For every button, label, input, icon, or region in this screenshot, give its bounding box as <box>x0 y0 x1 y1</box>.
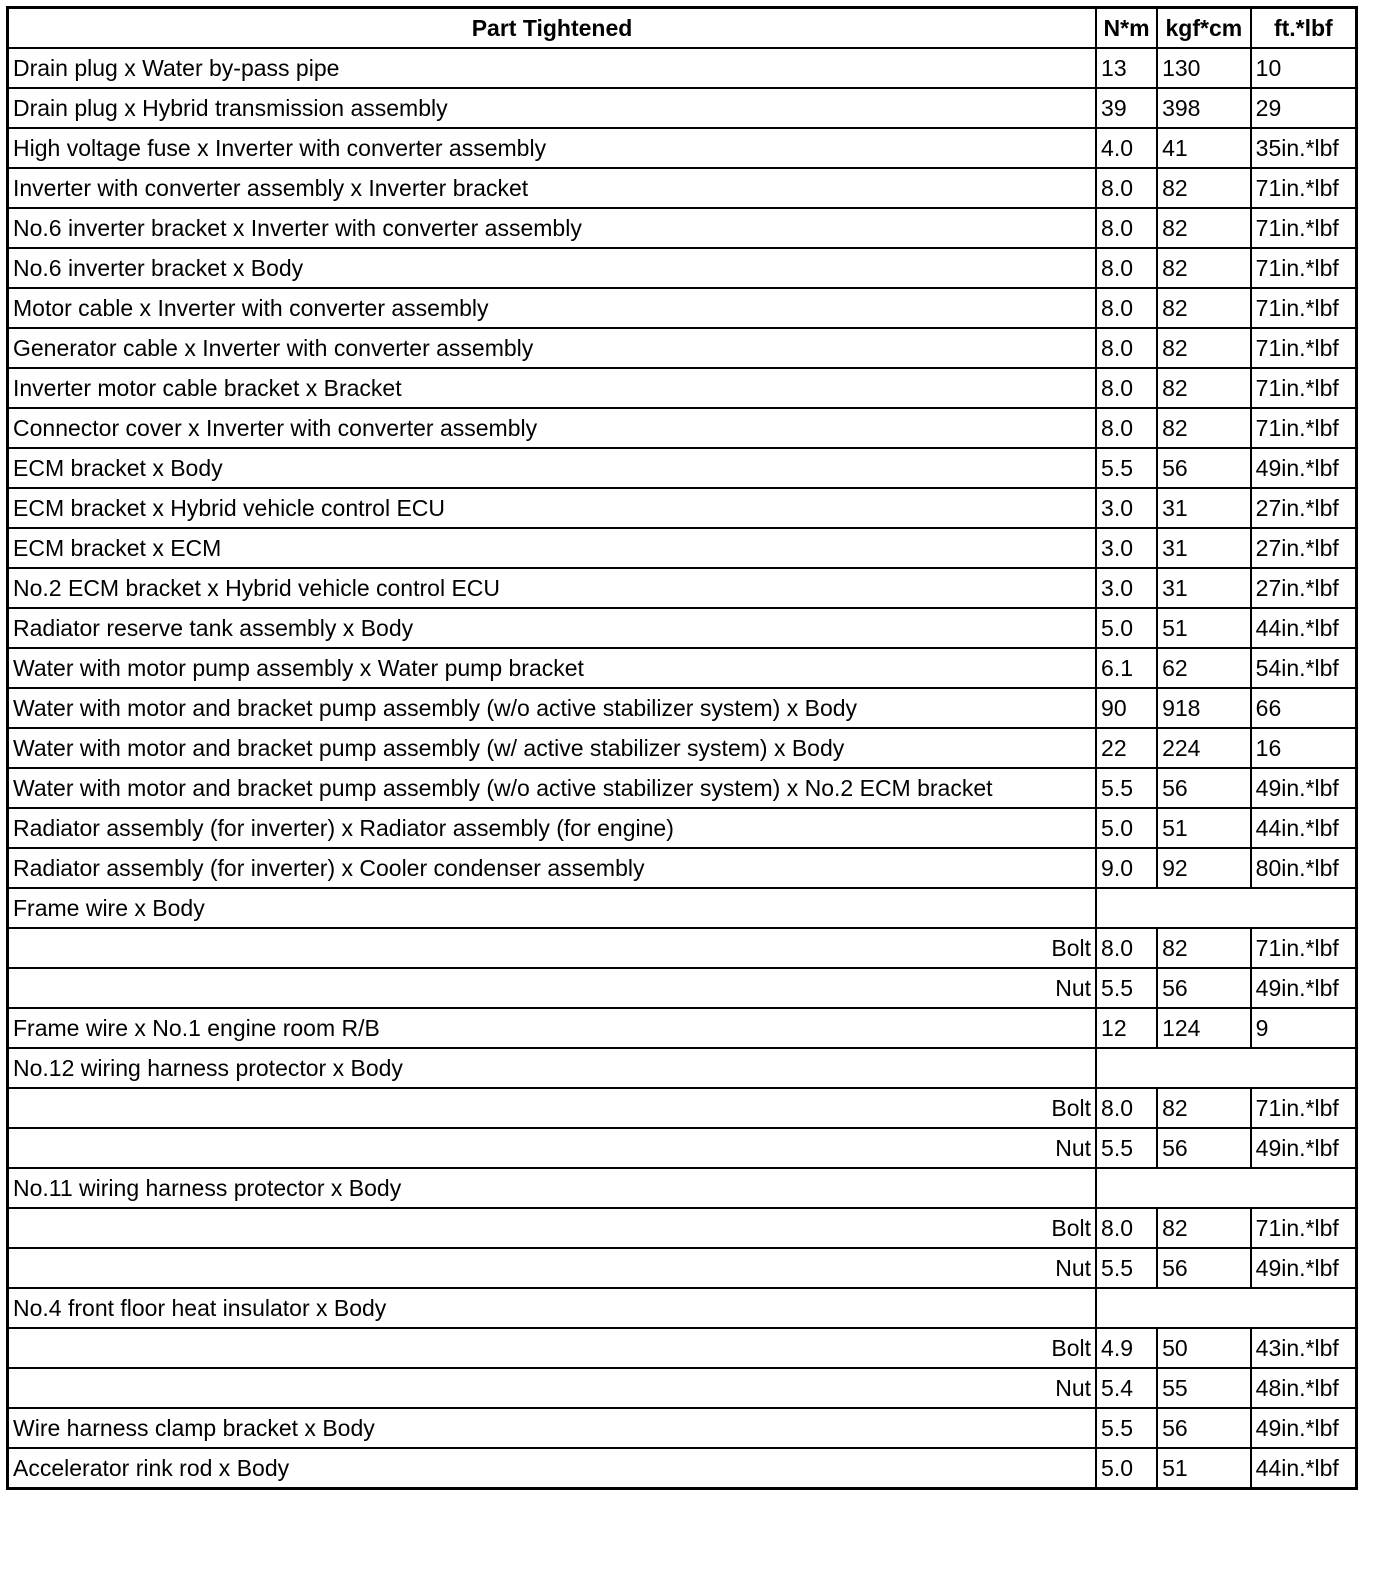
part-cell: Inverter motor cable bracket x Bracket <box>8 368 1097 408</box>
ft-cell: 44in.*lbf <box>1251 608 1357 648</box>
header-nm: N*m <box>1096 8 1157 49</box>
ft-cell: 54in.*lbf <box>1251 648 1357 688</box>
ft-cell: 9 <box>1251 1008 1357 1048</box>
table-row <box>8 1248 1357 1288</box>
table-row <box>8 1168 1357 1208</box>
table-row <box>8 1448 1357 1489</box>
nm-cell: 8.0 <box>1096 368 1157 408</box>
table-row <box>8 1328 1357 1368</box>
nm-cell: 3.0 <box>1096 568 1157 608</box>
kgf-cell: 82 <box>1157 1208 1251 1248</box>
table-row <box>8 448 1357 488</box>
ft-cell: 66 <box>1251 688 1357 728</box>
ft-cell: 49in.*lbf <box>1251 1408 1357 1448</box>
ft-cell: 71in.*lbf <box>1251 1208 1357 1248</box>
table-row <box>8 168 1357 208</box>
nm-cell: 5.5 <box>1096 968 1157 1008</box>
part-cell: Drain plug x Hybrid transmission assembly <box>8 88 1097 128</box>
ft-cell: 71in.*lbf <box>1251 288 1357 328</box>
table-row <box>8 688 1357 728</box>
table-row <box>8 488 1357 528</box>
nm-cell: 3.0 <box>1096 528 1157 568</box>
nm-cell: 12 <box>1096 1008 1157 1048</box>
table-row <box>8 728 1357 768</box>
ft-cell: 43in.*lbf <box>1251 1328 1357 1368</box>
part-cell: ECM bracket x Hybrid vehicle control ECU <box>8 488 1097 528</box>
ft-cell: 27in.*lbf <box>1251 488 1357 528</box>
ft-cell: 27in.*lbf <box>1251 568 1357 608</box>
kgf-cell: 50 <box>1157 1328 1251 1368</box>
part-cell: Connector cover x Inverter with converter assembly <box>8 408 1097 448</box>
nm-cell: 8.0 <box>1096 288 1157 328</box>
kgf-cell: 82 <box>1157 208 1251 248</box>
kgf-cell: 41 <box>1157 128 1251 168</box>
table-row <box>8 1288 1357 1328</box>
table-row <box>8 288 1357 328</box>
nm-cell: 8.0 <box>1096 248 1157 288</box>
table-row <box>8 768 1357 808</box>
nm-cell: 22 <box>1096 728 1157 768</box>
group-part-cell: No.12 wiring harness protector x Body <box>8 1048 1097 1088</box>
nm-cell: 90 <box>1096 688 1157 728</box>
fastener-cell: Bolt <box>8 1208 1097 1248</box>
table-row <box>8 968 1357 1008</box>
kgf-cell: 31 <box>1157 568 1251 608</box>
kgf-cell: 82 <box>1157 1088 1251 1128</box>
kgf-cell: 31 <box>1157 488 1251 528</box>
part-cell: Water with motor and bracket pump assembly (w/o active stabilizer system) x No.2 ECM bracket <box>8 768 1097 808</box>
kgf-cell: 82 <box>1157 328 1251 368</box>
kgf-cell: 51 <box>1157 1448 1251 1489</box>
kgf-cell: 56 <box>1157 448 1251 488</box>
ft-cell: 48in.*lbf <box>1251 1368 1357 1408</box>
kgf-cell: 31 <box>1157 528 1251 568</box>
kgf-cell: 56 <box>1157 1408 1251 1448</box>
kgf-cell: 56 <box>1157 968 1251 1008</box>
nm-cell: 13 <box>1096 48 1157 88</box>
header-part-tightened: Part Tightened <box>8 8 1097 49</box>
nm-cell: 8.0 <box>1096 408 1157 448</box>
header-ft-lbf: ft.*lbf <box>1251 8 1357 49</box>
table-row <box>8 368 1357 408</box>
ft-cell: 49in.*lbf <box>1251 1248 1357 1288</box>
table-row <box>8 928 1357 968</box>
nm-cell: 5.4 <box>1096 1368 1157 1408</box>
kgf-cell: 56 <box>1157 1128 1251 1168</box>
table-header-row <box>8 8 1357 49</box>
part-cell: Radiator reserve tank assembly x Body <box>8 608 1097 648</box>
ft-cell: 71in.*lbf <box>1251 248 1357 288</box>
table-row <box>8 408 1357 448</box>
ft-cell: 49in.*lbf <box>1251 768 1357 808</box>
kgf-cell: 51 <box>1157 608 1251 648</box>
table-row <box>8 1048 1357 1088</box>
part-cell: ECM bracket x Body <box>8 448 1097 488</box>
ft-cell: 71in.*lbf <box>1251 1088 1357 1128</box>
table-row <box>8 1008 1357 1048</box>
nm-cell: 39 <box>1096 88 1157 128</box>
nm-cell: 5.5 <box>1096 768 1157 808</box>
table-row <box>8 1208 1357 1248</box>
nm-cell: 8.0 <box>1096 328 1157 368</box>
table-row <box>8 528 1357 568</box>
kgf-cell: 55 <box>1157 1368 1251 1408</box>
part-cell: ECM bracket x ECM <box>8 528 1097 568</box>
table-row <box>8 208 1357 248</box>
part-cell: Generator cable x Inverter with converter assembly <box>8 328 1097 368</box>
table-row <box>8 648 1357 688</box>
kgf-cell: 82 <box>1157 288 1251 328</box>
kgf-cell: 224 <box>1157 728 1251 768</box>
nm-cell: 8.0 <box>1096 928 1157 968</box>
ft-cell: 29 <box>1251 88 1357 128</box>
fastener-cell: Bolt <box>8 1328 1097 1368</box>
nm-cell: 4.9 <box>1096 1328 1157 1368</box>
kgf-cell: 62 <box>1157 648 1251 688</box>
group-part-cell: No.4 front floor heat insulator x Body <box>8 1288 1097 1328</box>
kgf-cell: 124 <box>1157 1008 1251 1048</box>
nm-cell: 5.0 <box>1096 808 1157 848</box>
part-cell: No.6 inverter bracket x Inverter with converter assembly <box>8 208 1097 248</box>
table-row <box>8 88 1357 128</box>
group-empty-cell <box>1096 1288 1356 1328</box>
nm-cell: 6.1 <box>1096 648 1157 688</box>
table-row <box>8 248 1357 288</box>
part-cell: Motor cable x Inverter with converter assembly <box>8 288 1097 328</box>
group-empty-cell <box>1096 1048 1356 1088</box>
part-cell: Water with motor pump assembly x Water pump bracket <box>8 648 1097 688</box>
table-body <box>8 48 1357 1489</box>
ft-cell: 71in.*lbf <box>1251 328 1357 368</box>
kgf-cell: 82 <box>1157 248 1251 288</box>
table-row <box>8 328 1357 368</box>
kgf-cell: 398 <box>1157 88 1251 128</box>
fastener-cell: Nut <box>8 1128 1097 1168</box>
part-cell: Water with motor and bracket pump assembly (w/o active stabilizer system) x Body <box>8 688 1097 728</box>
part-cell: Water with motor and bracket pump assembly (w/ active stabilizer system) x Body <box>8 728 1097 768</box>
part-cell: High voltage fuse x Inverter with converter assembly <box>8 128 1097 168</box>
nm-cell: 8.0 <box>1096 208 1157 248</box>
nm-cell: 5.5 <box>1096 1248 1157 1288</box>
part-cell: Radiator assembly (for inverter) x Radiator assembly (for engine) <box>8 808 1097 848</box>
table-row <box>8 128 1357 168</box>
part-cell: Radiator assembly (for inverter) x Cooler condenser assembly <box>8 848 1097 888</box>
part-cell: No.6 inverter bracket x Body <box>8 248 1097 288</box>
group-empty-cell <box>1096 1168 1356 1208</box>
fastener-cell: Nut <box>8 1248 1097 1288</box>
part-cell: Frame wire x No.1 engine room R/B <box>8 1008 1097 1048</box>
ft-cell: 71in.*lbf <box>1251 168 1357 208</box>
table-row <box>8 888 1357 928</box>
part-cell: Drain plug x Water by-pass pipe <box>8 48 1097 88</box>
kgf-cell: 82 <box>1157 928 1251 968</box>
ft-cell: 49in.*lbf <box>1251 968 1357 1008</box>
kgf-cell: 56 <box>1157 1248 1251 1288</box>
ft-cell: 27in.*lbf <box>1251 528 1357 568</box>
fastener-cell: Nut <box>8 1368 1097 1408</box>
ft-cell: 16 <box>1251 728 1357 768</box>
table-row <box>8 48 1357 88</box>
ft-cell: 44in.*lbf <box>1251 808 1357 848</box>
ft-cell: 80in.*lbf <box>1251 848 1357 888</box>
ft-cell: 35in.*lbf <box>1251 128 1357 168</box>
kgf-cell: 51 <box>1157 808 1251 848</box>
torque-spec-table <box>6 6 1358 1490</box>
table-row <box>8 568 1357 608</box>
fastener-cell: Bolt <box>8 1088 1097 1128</box>
nm-cell: 5.5 <box>1096 1408 1157 1448</box>
group-part-cell: Frame wire x Body <box>8 888 1097 928</box>
nm-cell: 4.0 <box>1096 128 1157 168</box>
nm-cell: 5.5 <box>1096 448 1157 488</box>
nm-cell: 5.0 <box>1096 608 1157 648</box>
fastener-cell: Nut <box>8 968 1097 1008</box>
kgf-cell: 130 <box>1157 48 1251 88</box>
table-row <box>8 1128 1357 1168</box>
kgf-cell: 56 <box>1157 768 1251 808</box>
nm-cell: 5.0 <box>1096 1448 1157 1489</box>
table-row <box>8 1408 1357 1448</box>
part-cell: Accelerator rink rod x Body <box>8 1448 1097 1489</box>
part-cell: No.2 ECM bracket x Hybrid vehicle control ECU <box>8 568 1097 608</box>
group-part-cell: No.11 wiring harness protector x Body <box>8 1168 1097 1208</box>
ft-cell: 71in.*lbf <box>1251 928 1357 968</box>
table-row <box>8 608 1357 648</box>
table-row <box>8 1368 1357 1408</box>
nm-cell: 8.0 <box>1096 168 1157 208</box>
ft-cell: 49in.*lbf <box>1251 1128 1357 1168</box>
ft-cell: 71in.*lbf <box>1251 408 1357 448</box>
kgf-cell: 82 <box>1157 408 1251 448</box>
part-cell: Wire harness clamp bracket x Body <box>8 1408 1097 1448</box>
ft-cell: 71in.*lbf <box>1251 208 1357 248</box>
group-empty-cell <box>1096 888 1356 928</box>
ft-cell: 44in.*lbf <box>1251 1448 1357 1489</box>
header-kgf-cm: kgf*cm <box>1157 8 1251 49</box>
nm-cell: 3.0 <box>1096 488 1157 528</box>
nm-cell: 9.0 <box>1096 848 1157 888</box>
ft-cell: 49in.*lbf <box>1251 448 1357 488</box>
table-row <box>8 1088 1357 1128</box>
nm-cell: 8.0 <box>1096 1208 1157 1248</box>
nm-cell: 5.5 <box>1096 1128 1157 1168</box>
table-row <box>8 848 1357 888</box>
ft-cell: 71in.*lbf <box>1251 368 1357 408</box>
table-row <box>8 808 1357 848</box>
fastener-cell: Bolt <box>8 928 1097 968</box>
kgf-cell: 82 <box>1157 168 1251 208</box>
kgf-cell: 92 <box>1157 848 1251 888</box>
nm-cell: 8.0 <box>1096 1088 1157 1128</box>
kgf-cell: 82 <box>1157 368 1251 408</box>
ft-cell: 10 <box>1251 48 1357 88</box>
part-cell: Inverter with converter assembly x Inverter bracket <box>8 168 1097 208</box>
kgf-cell: 918 <box>1157 688 1251 728</box>
